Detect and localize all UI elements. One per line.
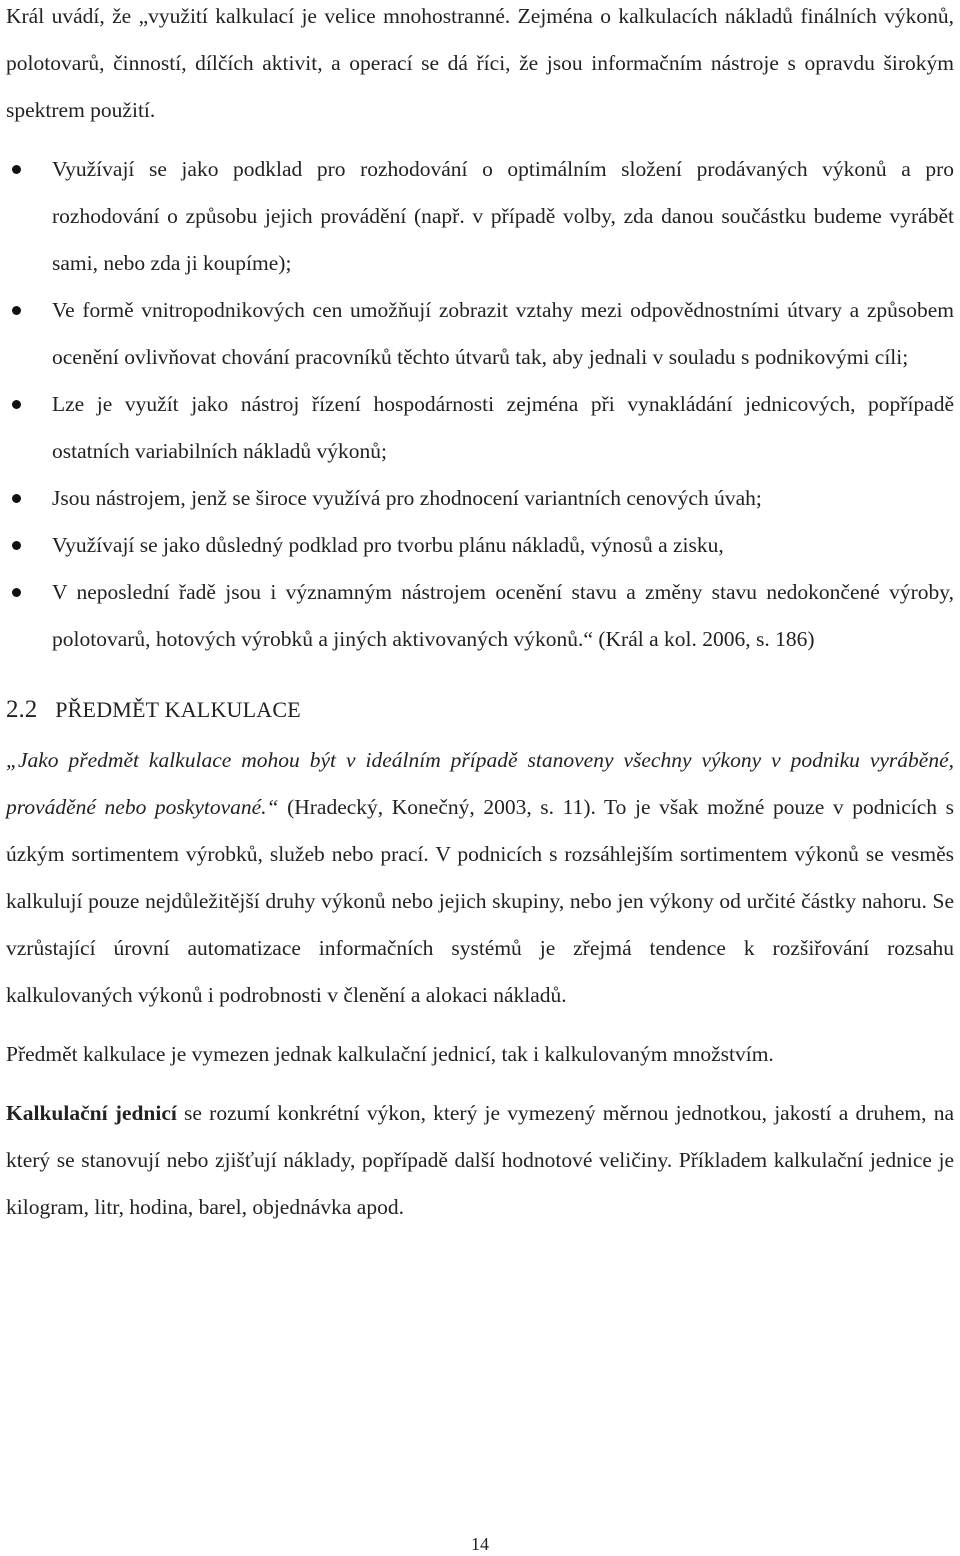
bullet-icon (12, 541, 21, 550)
definition-text: se rozumí konkrétní výkon, který je vymezený měrnou jednotkou, jakostí a druhem, na který se stanovují nebo zjišťují náklady, popřípadě další hodnotové veličiny. Příkladem kalkulační jednice je kilogram, litr, hodina, barel, objednávka apod. (6, 1101, 954, 1219)
quote-paragraph (6, 737, 954, 1019)
section-title: PŘEDMĚT KALKULACE (55, 697, 301, 722)
list-item-text: Ve formě vnitropodnikových cen umožňují zobrazit vztahy mezi odpovědnostními útvary a způsobem ocenění ovlivňovat chování pracovníků těchto útvarů tak, aby jednali v souladu s podnikovými cíli; (52, 298, 954, 369)
list-item (6, 287, 954, 381)
definition-paragraph (6, 1090, 954, 1231)
bullet-icon (12, 165, 21, 174)
bullet-icon (12, 400, 21, 409)
list-item (6, 381, 954, 475)
bullet-icon (12, 306, 21, 315)
list-item-text: Využívají se jako důsledný podklad pro tvorbu plánu nákladů, výnosů a zisku, (52, 533, 724, 557)
list-item (6, 475, 954, 522)
list-item (6, 522, 954, 569)
bullet-list (6, 146, 954, 663)
document-page (6, 0, 954, 1231)
quote-continuation: To je však možné pouze v podnicích s úzkým sortimentem výrobků, služeb nebo prací. V podnicích s rozsáhlejším sortimentem výkonů se vesměs kalkulují pouze nejdůležitější druhy výkonů nebo jejich skupiny, nebo jen výkony od určité částky nahoru. Se vzrůstající úrovní automatizace informačních systémů je zřejmá tendence k rozšiřování rozsahu kalkulovaných výkonů i podrobnosti v členění a alokaci nákladů. (6, 795, 954, 1007)
section-heading (6, 683, 954, 737)
list-item (6, 146, 954, 287)
section-number: 2.2 (6, 696, 38, 723)
subject-paragraph: Předmět kalkulace je vymezen jednak kalkulační jednicí, tak i kalkulovaným množstvím. (6, 1042, 774, 1066)
list-item-text: Jsou nástrojem, jenž se široce využívá pro zhodnocení variantních cenových úvah; (52, 486, 762, 510)
bullet-icon (12, 588, 21, 597)
quote-citation: (Hradecký, Konečný, 2003, s. 11). (278, 795, 596, 819)
definition-term: Kalkulační jednicí (6, 1101, 177, 1125)
list-item-text: V neposlední řadě jsou i významným nástrojem ocenění stavu a změny stavu nedokončené výroby, polotovarů, hotových výrobků a jiných aktivovaných výkonů.“ (Král a kol. 2006, s. 186) (52, 580, 954, 651)
bullet-icon (12, 494, 21, 503)
quote-text: „Jako předmět kalkulace mohou být v ideálním případě stanoveny všechny výkony v podniku vyráběné, prováděné nebo poskytované.“ (6, 748, 954, 819)
page-number: 14 (471, 1534, 489, 1554)
list-item (6, 569, 954, 663)
intro-paragraph: Král uvádí, že „využití kalkulací je velice mnohostranné. Zejména o kalkulacích nákladů finálních výkonů, polotovarů, činností, dílčích aktivit, a operací se dá říci, že jsou informačním nástroje s opravdu širokým spektrem použití. (6, 4, 954, 122)
list-item-text: Lze je využít jako nástroj řízení hospodárnosti zejména při vynakládání jednicových, popřípadě ostatních variabilních nákladů výkonů; (52, 392, 954, 463)
list-item-text: Využívají se jako podklad pro rozhodování o optimálním složení prodávaných výkonů a pro rozhodování o způsobu jejich provádění (např. v případě volby, zda danou součástku budeme vyrábět sami, nebo zda ji koupíme); (52, 157, 954, 275)
